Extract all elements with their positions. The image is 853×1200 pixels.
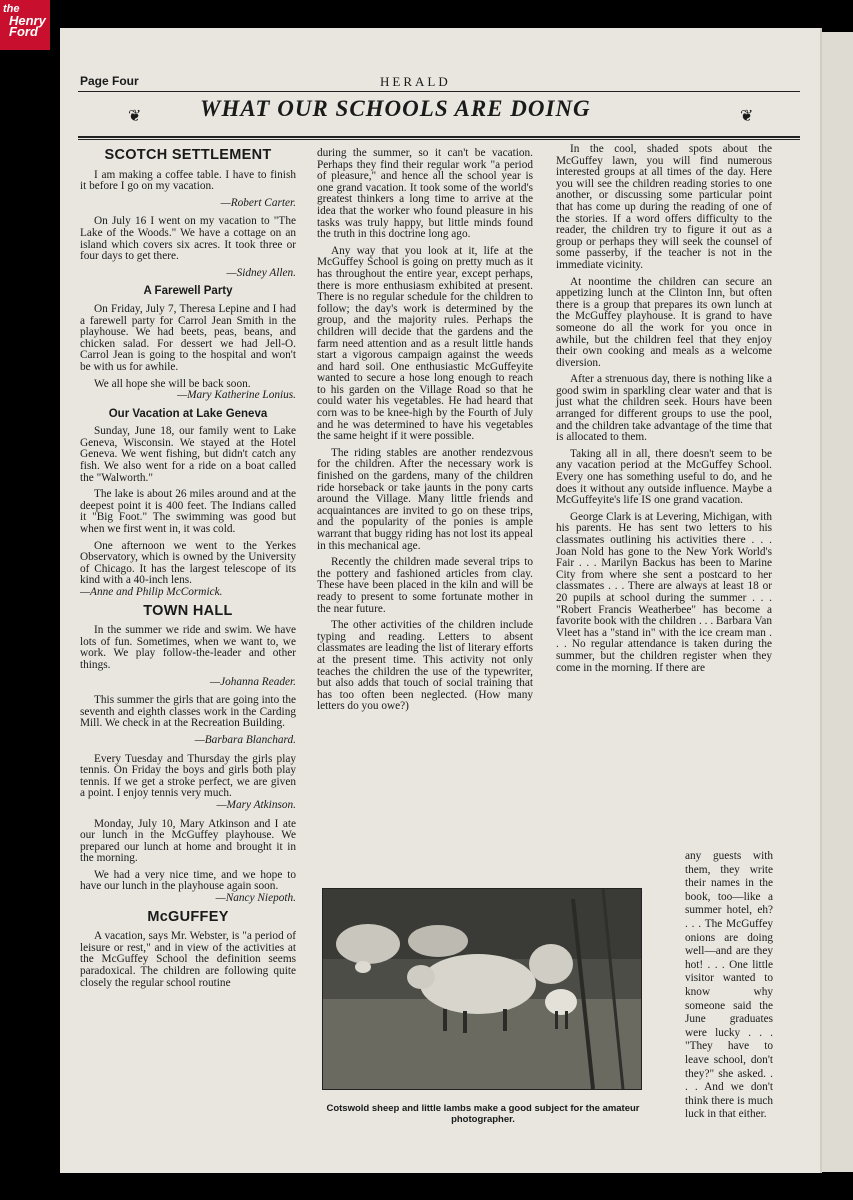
heading-scotch-settlement: SCOTCH SETTLEMENT xyxy=(104,147,272,163)
paragraph: One afternoon we went to the Yerkes Observatory, which is owned by the University of Chicago. It has the largest telescope of its kind with a 40-inch lens. xyxy=(80,539,296,587)
photo-caption: Cotswold sheep and little lambs make a good subject for the amateur photographer. xyxy=(326,1103,640,1125)
header-rule xyxy=(78,91,800,92)
paragraph: Recently the children made several trips to the pottery and fashioned articles from clay. These have been placed in the kiln and will be ready to present to some fortunate mother in the near future. xyxy=(317,556,533,615)
signature: —Barbara Blanchard. xyxy=(194,733,296,746)
paragraph: We all hope she will be back soon. xyxy=(94,377,251,390)
column-3 xyxy=(556,144,772,679)
paragraph: George Clark is at Levering, Michigan, with his parents. He has sent two letters to his classmates outlining his activities there . . . Joan Nold has gone to the New York World's Fair . . . Marilyn Backus has been to Marine City from where she sent a postcard to her classmates . . . There are always at least 18 or 20 pupils at school during the summer . . . "Robert Francis Weatherbee" has become a favorite book with the children . . . Barbara Van Vleet has a "stand in" with the ice cream man . . . No regular attendance is taken during the summer, but the children register when they come in the morning. If there are xyxy=(556,510,772,674)
sheep-illustration xyxy=(323,889,641,1089)
paragraph: Monday, July 10, Mary Atkinson and I ate our lunch in the McGuffey playhouse. We prepared our lunch at home and brought it in the morning. xyxy=(80,817,296,865)
henry-ford-logo xyxy=(0,0,50,50)
paragraph: A vacation, says Mr. Webster, is "a period of leisure or rest," and in view of the activities at the McGuffey School the definition seems paradoxical. The children are following quite closely the regular school routine xyxy=(80,930,296,989)
paragraph: I am making a coffee table. I have to finish it before I go on my vacation. xyxy=(80,168,296,193)
logo-text: Ford xyxy=(9,24,38,39)
paragraph: On July 16 I went on my vacation to "The Lake of the Woods." We have a cottage on an island which covers six acres. It took three or four days to get there. xyxy=(80,215,296,263)
masthead: HERALD xyxy=(380,74,451,89)
heading-lake-geneva: Our Vacation at Lake Geneva xyxy=(108,407,268,420)
heading-farewell-party: A Farewell Party xyxy=(143,285,233,298)
signature: —Sidney Allen. xyxy=(226,266,296,279)
column-3-continued xyxy=(685,850,773,1127)
paragraph: The riding stables are another rendezvous for the children. After the necessary work is finished on the gardens, many of the children ride horseback or take jaunts in the pony carts around the Village. Many little friends and acquaintances are invited to go on these trips, and the popularity of the ponies is ample warrant that buggy riding has not lost its appeal in this mechanical age. xyxy=(317,446,533,552)
paragraph: during the summer, so it can't be vacation. Perhaps they find their regular work "a period of pleasure," and hence all the school year is one grand vacation. It took some of the world's greatest thinkers a long time to arrive at the idea that the worker who found pleasure in his tasks was truly happy, but little minds found the truth in this doctrine long ago. xyxy=(317,147,533,241)
paragraph: We had a very nice time, and we hope to have our lunch in the playhouse again soon. xyxy=(80,868,296,893)
section-title: WHAT OUR SCHOOLS ARE DOING xyxy=(200,96,591,121)
heading-town-hall: TOWN HALL xyxy=(143,602,233,619)
ornament-icon: ❦ xyxy=(740,108,754,125)
paragraph: any guests with them, they write their names in the book, too—like a summer hotel, eh? . . . The McGuffey onions are doing well—and are they hot! . . . One little visitor wanted to know why someone said the June graduates were lucky . . . "They have to leave school, don't they?" she asked. . . . And we don't think there is much luck in that either. xyxy=(685,850,773,1121)
ornament-icon: ❦ xyxy=(128,108,142,125)
logo-text: Henry xyxy=(9,13,46,28)
paragraph: The other activities of the children include typing and reading. Letters to absent classmates are leading the list of literary efforts at the present time. This activity not only teaches the children the use of the typewriter, but also adds that touch of social training that has too often been neglected. (How many letters do you owe?) xyxy=(317,619,533,713)
paragraph: Any way that you look at it, life at the McGuffey School is going on pretty much as it has throughout the entire year, except perhaps, there is more enthusiasm exhibited at present. There is no regular schedule for the children to follow; the day's work is determined by the group, and the majority rules. Perhaps the children will decide that the gardens and the farm need attention and as a result little hands start a vigorous campaign against the weeds and hard soil. One enthusiastic McGuffeyite wanted to secure a hose long enough to reach to his garden on the Village Road so that he could water his vegetables. He had heard that corn was to be knee-high by the Fourth of July and he was determined to have his vegetables the same height if it were possible. xyxy=(317,244,533,443)
paragraph: This summer the girls that are going into the seventh and eighth classes work in the Carding Mill. We check in at the Recreation Building. xyxy=(80,694,296,730)
signature: —Mary Atkinson. xyxy=(216,798,296,811)
sheep-photo xyxy=(322,888,642,1090)
paragraph: At noontime the children can secure an appetizing lunch at the Clinton Inn, but often there is a group that prepares its own lunch at the McGuffey playhouse. It is grand to have someone do all the work for you once in awhile, but the children feel that they enjoy their own cooking and meals as a welcome diversion. xyxy=(556,275,772,369)
signature: —Nancy Niepoth. xyxy=(215,892,296,905)
column-2 xyxy=(317,148,533,718)
next-page-edge xyxy=(822,32,853,1172)
paragraph: In the cool, shaded spots about the McGuffey lawn, you will find numerous interested groups at all times of the day. Here you will see the children reading stories to one another, or discussing some particular point that has come up during the reading of one of the stories. If a word offers difficulty to the reader, the children try to figure it out as a group or perhaps they will seek the counsel of some passerby, if the teacher is not in the immediate vicinity. xyxy=(556,143,772,271)
signature: —Anne and Philip McCormick. xyxy=(80,586,223,598)
paragraph: On Friday, July 7, Theresa Lepine and I had a farewell party for Carrol Jean Smith in the playhouse. We had beets, peas, beans, and chicken salad. For dessert we had Jell-O. Carrol Jean is going to the hospital and won't be with us for awhile. xyxy=(80,302,296,373)
signature: —Robert Carter. xyxy=(220,196,296,209)
signature: —Mary Katherine Lonius. xyxy=(177,389,296,402)
heading-mcguffey: McGUFFEY xyxy=(147,908,229,925)
signature: —Johanna Reader. xyxy=(210,675,296,688)
paragraph: Every Tuesday and Thursday the girls play tennis. On Friday the boys and girls both play tennis. If we get a stroke perfect, we are given a point. I enjoy tennis very much. xyxy=(80,752,296,800)
page-label: Page Four xyxy=(80,74,139,88)
title-rule xyxy=(78,136,800,138)
paragraph: Taking all in all, there doesn't seem to be any vacation period at the McGuffey School. Every one has something useful to do, and he does it without any outside influence. Maybe a McGuffeyite's life IS one grand vacation. xyxy=(556,447,772,507)
paragraph: Sunday, June 18, our family went to Lake Geneva, Wisconsin. We stayed at the Hotel Geneva. We went fishing, but didn't catch any fish. We also went for a ride on a boat called the "Walworth." xyxy=(80,425,296,484)
column-1 xyxy=(80,146,296,994)
paragraph: After a strenuous day, there is nothing like a good swim in sparkling clear water and that is just what the children seek. Hours have been arranged for different groups to use the pool, and the children take advantage of the time that is allocated to them. xyxy=(556,373,772,444)
paragraph: The lake is about 26 miles around and at the deepest point it is 400 feet. The Indians called it "Big Foot." The swimming was good but when we first went in, it was cold. xyxy=(80,488,296,536)
logo-text: the xyxy=(3,3,20,15)
paragraph: In the summer we ride and swim. We have lots of fun. Sometimes, when we want to, we work. We play follow-the-leader and other things. xyxy=(80,624,296,671)
newspaper-page xyxy=(60,28,822,1173)
title-rule xyxy=(78,139,800,140)
